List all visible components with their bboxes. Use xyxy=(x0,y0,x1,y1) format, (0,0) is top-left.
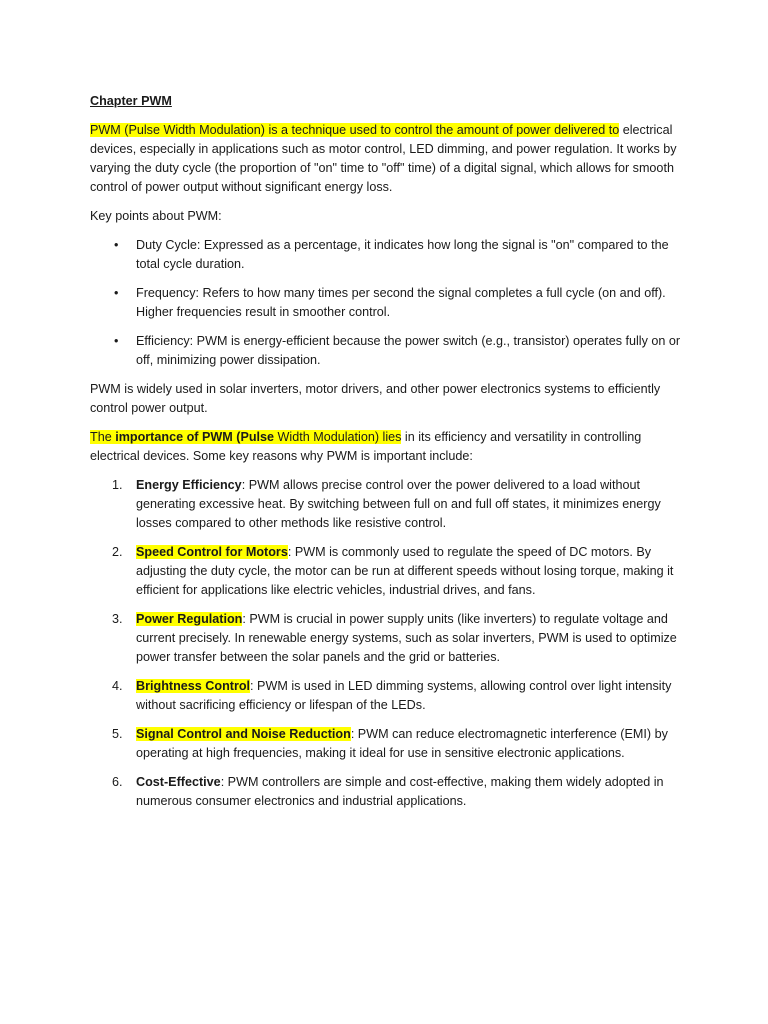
importance-hl-bold: importance of PWM (Pulse xyxy=(115,430,275,444)
reason-text: : PWM is used in LED dimming systems, allowing control over light intensity without sacrificing efficiency or lifespan of the LEDs. xyxy=(136,679,672,712)
reason-title: Cost-Effective xyxy=(136,775,221,789)
bullet-icon: • xyxy=(114,238,119,252)
reason-text: : PWM allows precise control over the power delivered to a load without generating excessive heat. By switching between full on and full off states, it minimizes energy losses compared to other methods like resistive control. xyxy=(136,478,661,530)
bullet-icon: • xyxy=(114,286,119,300)
usage-paragraph: PWM is widely used in solar inverters, motor drivers, and other power electronics systems to efficiently control power output. xyxy=(90,382,661,415)
list-item xyxy=(90,725,690,763)
reason-title: Signal Control and Noise Reduction xyxy=(136,727,351,741)
importance-hl-text: The xyxy=(90,430,116,444)
reason-text: : PWM can reduce electromagnetic interference (EMI) by operating at high frequencies, making it ideal for use in sensitive electronic applications. xyxy=(136,727,668,760)
list-item xyxy=(90,332,690,370)
list-number: 1. xyxy=(112,478,123,492)
reason-title: Energy Efficiency xyxy=(136,478,242,492)
reason-title: Speed Control for Motors xyxy=(136,545,288,559)
list-item xyxy=(90,610,690,667)
key-points-list xyxy=(90,236,690,370)
list-item xyxy=(90,284,690,322)
reason-text: : PWM is crucial in power supply units (like inverters) to regulate voltage and current precisely. In renewable energy systems, such as solar inverters, PWM is used to optimize power transfer between the solar panels and the grid or batteries. xyxy=(136,612,677,664)
importance-paragraph xyxy=(90,428,690,466)
key-point-text: Frequency: Refers to how many times per second the signal completes a full cycle (on and off). Higher frequencies result in smoother control. xyxy=(136,286,666,319)
list-number: 2. xyxy=(112,545,123,559)
importance-highlight xyxy=(90,430,401,444)
reasons-list xyxy=(90,476,690,811)
reason-title: Power Regulation xyxy=(136,612,243,626)
key-points-heading: Key points about PWM: xyxy=(90,209,222,223)
document-body xyxy=(90,92,690,821)
key-point-text: Duty Cycle: Expressed as a percentage, it indicates how long the signal is "on" compared to the total cycle duration. xyxy=(136,238,669,271)
list-item xyxy=(90,476,690,533)
key-point-text: Efficiency: PWM is energy-efficient because the power switch (e.g., transistor) operates fully on or off, minimizing power dissipation. xyxy=(136,334,681,367)
chapter-title: Chapter PWM xyxy=(90,94,172,108)
bullet-icon: • xyxy=(114,334,119,348)
reason-title: Brightness Control xyxy=(136,679,251,693)
list-item xyxy=(90,773,690,811)
intro-paragraph xyxy=(90,121,690,197)
list-number: 4. xyxy=(112,679,123,693)
list-item xyxy=(90,677,690,715)
list-number: 6. xyxy=(112,775,123,789)
intro-highlight: PWM (Pulse Width Modulation) is a technique used to control the amount of power delivered to xyxy=(90,123,620,137)
importance-hl-text: Width Modulation) lies xyxy=(274,430,402,444)
reason-text: : PWM is commonly used to regulate the speed of DC motors. By adjusting the duty cycle, the motor can be run at different speeds without losing torque, making it efficient for applications like electric vehicles, industrial drives, and fans. xyxy=(136,545,674,597)
importance-text: in its efficiency and versatility in controlling electrical devices. Some key reasons why PWM is important include: xyxy=(90,430,642,463)
list-item xyxy=(90,236,690,274)
list-number: 3. xyxy=(112,612,123,626)
list-number: 5. xyxy=(112,727,123,741)
intro-text: electrical devices, especially in applications such as motor control, LED dimming, and power regulation. It works by varying the duty cycle (the proportion of "on" time to "off" time) of a digital signal, which allows for smooth control of power output without significant energy loss. xyxy=(90,123,677,194)
reason-text: : PWM controllers are simple and cost-effective, making them widely adopted in numerous consumer electronics and industrial applications. xyxy=(136,775,664,808)
list-item xyxy=(90,543,690,600)
